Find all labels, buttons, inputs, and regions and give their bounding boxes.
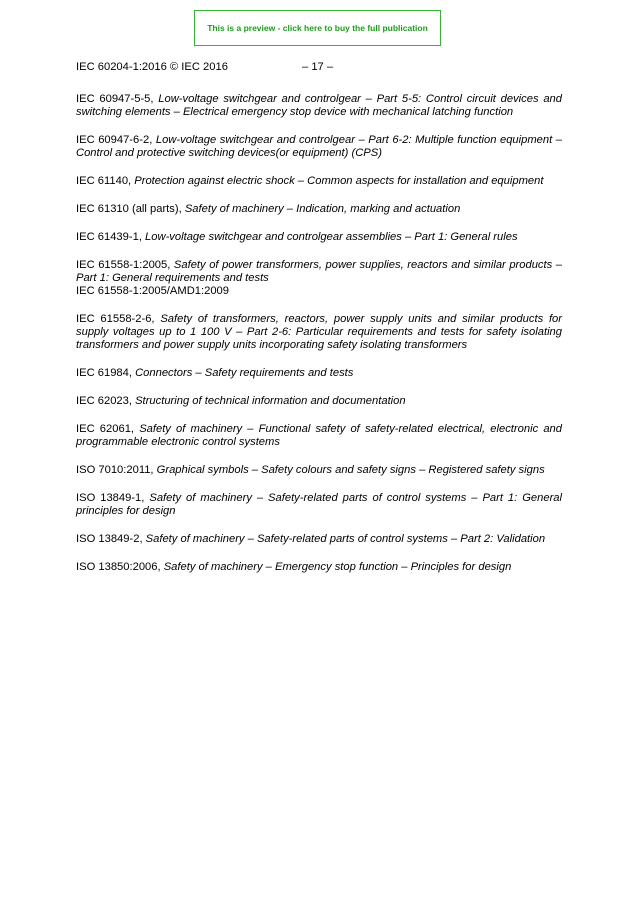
reference-title: Safety of transformers, reactors, power supply units and similar products for supply voltages up to 1 100 V – Part 2-6: Particular requirements and tests for safety isolating transformers and power supply units incorporating safety isolating transformers [76, 313, 562, 351]
reference-code: IEC 61140, [76, 175, 135, 187]
reference-title: Protection against electric shock – Common aspects for installation and equipment [134, 175, 544, 187]
page-header [76, 61, 562, 75]
reference-amendment: IEC 61558-1:2005/AMD1:2009 [76, 285, 229, 297]
reference-item [76, 561, 562, 574]
reference-title: Safety of machinery – Functional safety of safety-related electrical, electronic and programmable electronic control systems [76, 423, 562, 448]
reference-code: IEC 60947-5-5, [76, 93, 159, 105]
reference-title: Safety of machinery – Indication, marking and actuation [184, 203, 461, 215]
reference-code: IEC 61558-2-6, [76, 313, 161, 325]
document-id: IEC 60204-1:2016 © IEC 2016 [76, 61, 228, 73]
reference-item [76, 423, 562, 449]
reference-code: IEC 62061, [76, 423, 140, 435]
reference-code: IEC 61984, [76, 367, 136, 379]
reference-item [76, 203, 562, 216]
reference-item [76, 367, 562, 380]
reference-item [76, 313, 562, 352]
reference-code: ISO 7010:2011, [76, 464, 157, 476]
reference-title: Low-voltage switchgear and controlgear – Part 6-2: Multiple function equipment – Control and protective switching devices(or equipment) (CPS) [76, 134, 562, 159]
reference-item [76, 134, 562, 160]
reference-code: ISO 13850:2006, [76, 561, 164, 573]
reference-item [76, 395, 562, 408]
reference-item [76, 464, 562, 477]
page-number: – 17 – [302, 61, 334, 73]
reference-item [76, 175, 562, 188]
reference-title: Structuring of technical information and documentation [135, 395, 406, 407]
reference-code: IEC 61558-1:2005, [76, 259, 174, 271]
reference-code: IEC 60947-6-2, [76, 134, 156, 146]
reference-code: ISO 13849-2, [76, 533, 146, 545]
reference-title: Safety of machinery – Safety-related parts of control systems – Part 2: Validation [145, 533, 546, 545]
reference-code: IEC 61310 (all parts), [76, 203, 185, 215]
buy-publication-link[interactable]: This is a preview - click here to buy the full publication [194, 10, 441, 46]
reference-title: Connectors – Safety requirements and tests [135, 367, 354, 379]
reference-code: IEC 62023, [76, 395, 136, 407]
reference-item [76, 231, 562, 244]
reference-code: IEC 61439-1, [76, 231, 146, 243]
reference-title: Low-voltage switchgear and controlgear assemblies – Part 1: General rules [145, 231, 518, 243]
reference-title: Safety of machinery – Emergency stop function – Principles for design [163, 561, 512, 573]
reference-item [76, 492, 562, 518]
reference-item [76, 93, 562, 119]
reference-item [76, 533, 562, 546]
reference-code: ISO 13849-1, [76, 492, 150, 504]
reference-title: Safety of machinery – Safety-related parts of control systems – Part 1: General principles for design [76, 492, 563, 517]
reference-item [76, 259, 562, 298]
reference-title: Safety of power transformers, power supplies, reactors and similar products – Part 1: General requirements and tests [76, 259, 562, 284]
reference-list [76, 93, 562, 589]
reference-title: Low-voltage switchgear and controlgear – Part 5-5: Control circuit devices and switching elements – Electrical emergency stop device with mechanical latching function [76, 93, 562, 118]
reference-title: Graphical symbols – Safety colours and safety signs – Registered safety signs [156, 464, 545, 476]
